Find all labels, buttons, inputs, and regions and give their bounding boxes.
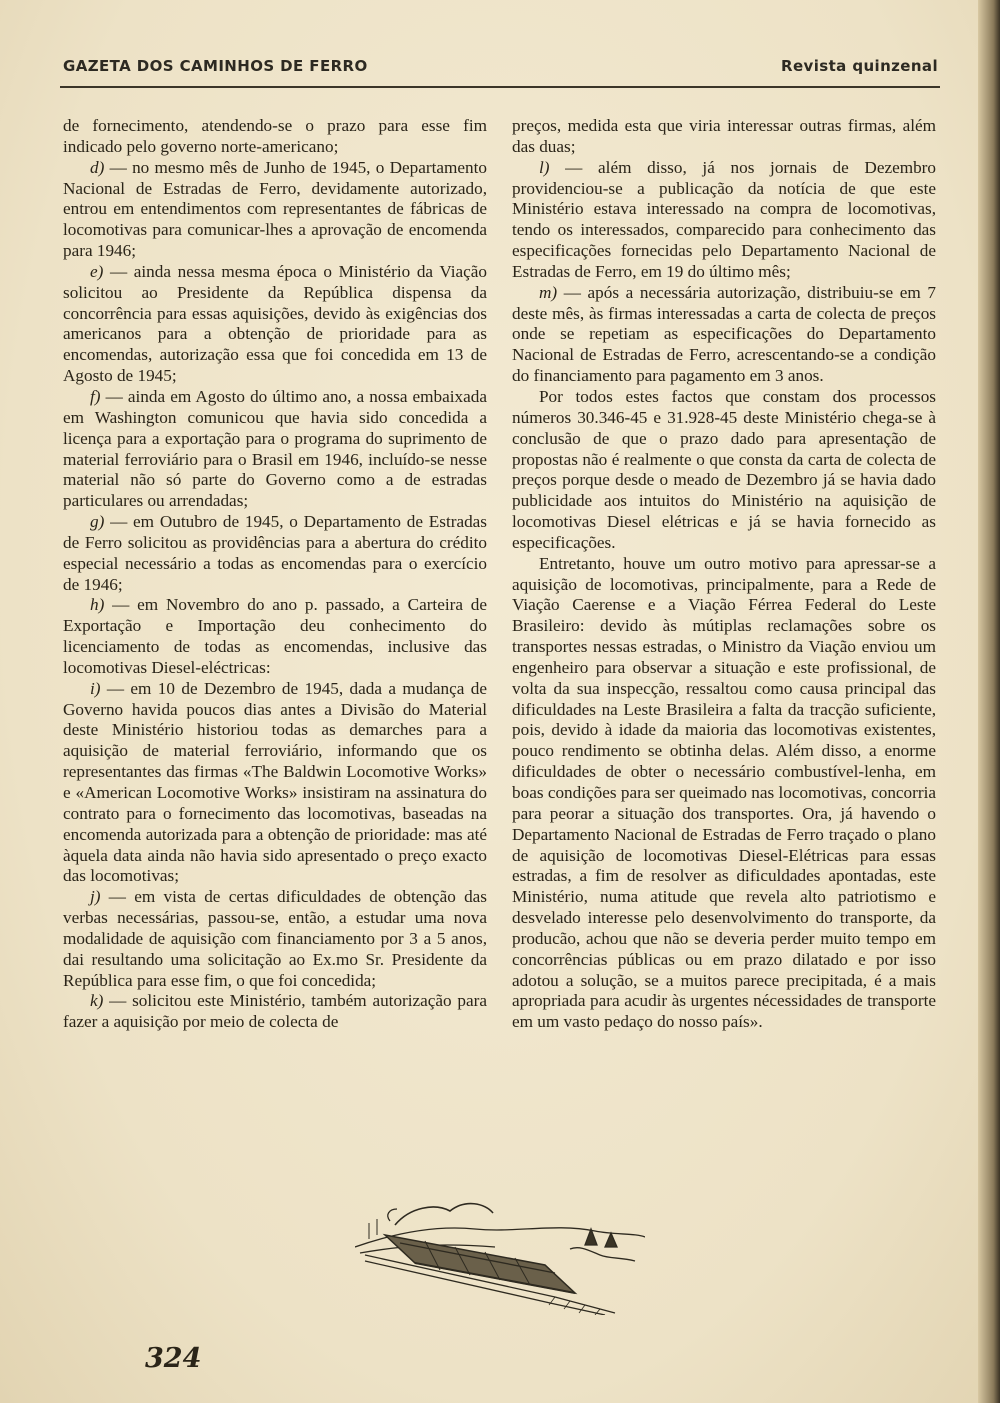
- item-marker: m): [539, 282, 558, 302]
- item-marker: f): [90, 386, 101, 406]
- paragraph: [63, 158, 487, 262]
- paragraph: [63, 262, 487, 387]
- item-marker: h): [90, 595, 105, 615]
- paragraph: [512, 116, 936, 158]
- paragraph: [512, 554, 936, 1033]
- item-marker: k): [90, 991, 104, 1011]
- paragraph: [63, 116, 487, 158]
- paragraph: [512, 283, 936, 387]
- paragraph: [63, 991, 487, 1033]
- paragraph-text: — após a necessária autorização, distribuiu-se em 7 deste mês, às firmas interessadas a carta de colecta de preços onde se repetiam as especificações do Departamento Nacional de Estradas de Ferro, acrescentando-se a condição do financiamento para pagamento em 3 anos.: [512, 282, 936, 386]
- page-header: [63, 57, 938, 81]
- paragraph-text: preços, medida esta que viria interessar outras firmas, além das duas;: [512, 116, 936, 156]
- paragraph: [63, 679, 487, 887]
- paragraph: [512, 158, 936, 283]
- paragraph-text: — em Novembro do ano p. passado, a Carteira de Exportação e Importação deu conhecimento do licenciamento de todas as encomendas, inclusive das locomotivas Diesel-eléctricas:: [63, 595, 487, 677]
- paragraph-text: de fornecimento, atendendo-se o prazo para esse fim indicado pelo governo norte-americano;: [63, 116, 487, 156]
- item-marker: j): [90, 887, 101, 907]
- paragraph: [63, 512, 487, 595]
- right-column: [512, 116, 936, 1033]
- item-marker: l): [539, 157, 550, 177]
- publication-title: GAZETA DOS CAMINHOS DE FERRO: [63, 57, 368, 75]
- paragraph-text: — além disso, já nos jornais de Dezembro providenciou-se a publicação da notícia de que este Ministério estava interessado na compra de locomotivas, tendo os interessados, comparecido para conhecimento das especificações fornecidas pelo Departamento Nacional de Estradas de Ferro, em 19 do último mês;: [512, 157, 936, 281]
- paragraph: [512, 387, 936, 554]
- left-column: [63, 116, 487, 1033]
- paragraph-text: Entretanto, houve um outro motivo para apressar-se a aquisição de locomotivas, principalmente, para a Rede de Viação Caerense e a Viação Férrea Federal do Leste Brasileiro: devido às mútiplas reclamações sobre os transportes nessas estradas, o Ministro da Viação enviou um engenheiro para observar a situação e este profissional, de volta da sua inspecção, ressaltou como causa principal das dificuldades na Leste Brasileira a falta da tracção suficiente, pois, devido à idade da maioria das locomotivas existentes, pouco rendimento se obtinha delas. Além disso, a enorme dificuldades de obter o necessário combustível-lenha, em boas condições para ser queimado nas locomotivas, concorria para peorar a situação dos transportes. Ora, já havendo o Departamento Nacional de Estradas de Ferro traçado o plano de aquisição de locomotivas Diesel-Elétricas para essas estradas, a fim de resolver as dificuldades apontadas, este Ministério, numa atitude que revela alto patriotismo e desvelado interesse pelo desenvolvimento do transporte, da producão, achou que não se deveria perder muito tempo em concorrências públicas ou em prazo dilatado e por isso adotou a solução, se a muitos parece precipitada, é a mais apropriada para acudir às urgentes nécessidades de transporte em um vasto pedaço do nosso país».: [512, 553, 936, 1032]
- item-marker: g): [90, 512, 105, 532]
- page-number: 324: [145, 1343, 202, 1374]
- paragraph-text: — no mesmo mês de Junho de 1945, o Departamento Nacional de Estradas de Ferro, devidamente autorizado, entrou em entendimentos com representantes de fábricas de locomotivas para comunicar-lhes a aprovação de encomenda para 1946;: [63, 157, 487, 261]
- publication-subtitle: Revista quinzenal: [781, 57, 938, 75]
- paragraph-text: — ainda nessa mesma época o Ministério da Viação solicitou ao Presidente da República dispensa da concorrência para essas aquisições, devido às exigências dos americanos para a obtenção de prioridade para as encomendas, autorização essa que foi concedida em 13 de Agosto de 1945;: [63, 261, 487, 386]
- paragraph-text: — ainda em Agosto do último ano, a nossa embaixada em Washington comunicou que havia sido concedida a licença para a exportação para o programa do suprimento de material ferroviário para o Brasil em 1946, incluído-se nesse material não só parte do Governo como a de estradas particulares ou arrendadas;: [63, 386, 487, 511]
- paragraph: [63, 387, 487, 512]
- paragraph-text: — solicitou este Ministério, também autorização para fazer a aquisição por meio de colecta de: [63, 991, 487, 1032]
- page-binding-edge: [978, 0, 1000, 1403]
- header-rule: [60, 86, 940, 88]
- paragraph-text: — em 10 de Dezembro de 1945, dada a mudança de Governo havida poucos dias antes a Divisão do Material deste Ministério historiou todas as demarches para a aquisição de material ferroviário, informando que os representantes das firmas «The Baldwin Locomotive Works» e «American Locomotive Works» insistiram na assinatura do contrato para o fornecimento das locomotivas, baseadas na encomenda autorizada para a obtenção de prioridade: mas até àquela data ainda não havia sido apresentado o preço exacto das locomotivas;: [63, 678, 487, 886]
- locomotive-train-illustration: [355, 1185, 645, 1315]
- item-marker: i): [90, 678, 101, 698]
- paragraph: [63, 887, 487, 991]
- paragraph: [63, 595, 487, 678]
- item-marker: d): [90, 157, 105, 177]
- paragraph-text: — em Outubro de 1945, o Departamento de Estradas de Ferro solicitou as providências para a abertura do crédito especial necessário a todas as encomendas para o exercício de 1946;: [63, 512, 487, 594]
- paragraph-text: Por todos estes factos que constam dos processos números 30.346-45 e 31.928-45 deste Ministério chega-se à conclusão de que o prazo dado para apresentação de propostas não é realmente o que consta da carta de colecta de preços porque desde o meado de Dezembro já se havia dado publicidade aos intuitos do Ministério na aquisição de locomotivas Diesel elétricas e já se havia fornecido as especificações.: [512, 386, 936, 552]
- item-marker: e): [90, 261, 104, 281]
- paragraph-text: — em vista de certas dificuldades de obtenção das verbas necessárias, passou-se, então, a estudar uma nova modalidade de aquisição com financiamento por 3 a 5 anos, dai resultando uma solicitação ao Ex.mo Sr. Presidente da República para esse fim, o que foi concedida;: [63, 887, 487, 990]
